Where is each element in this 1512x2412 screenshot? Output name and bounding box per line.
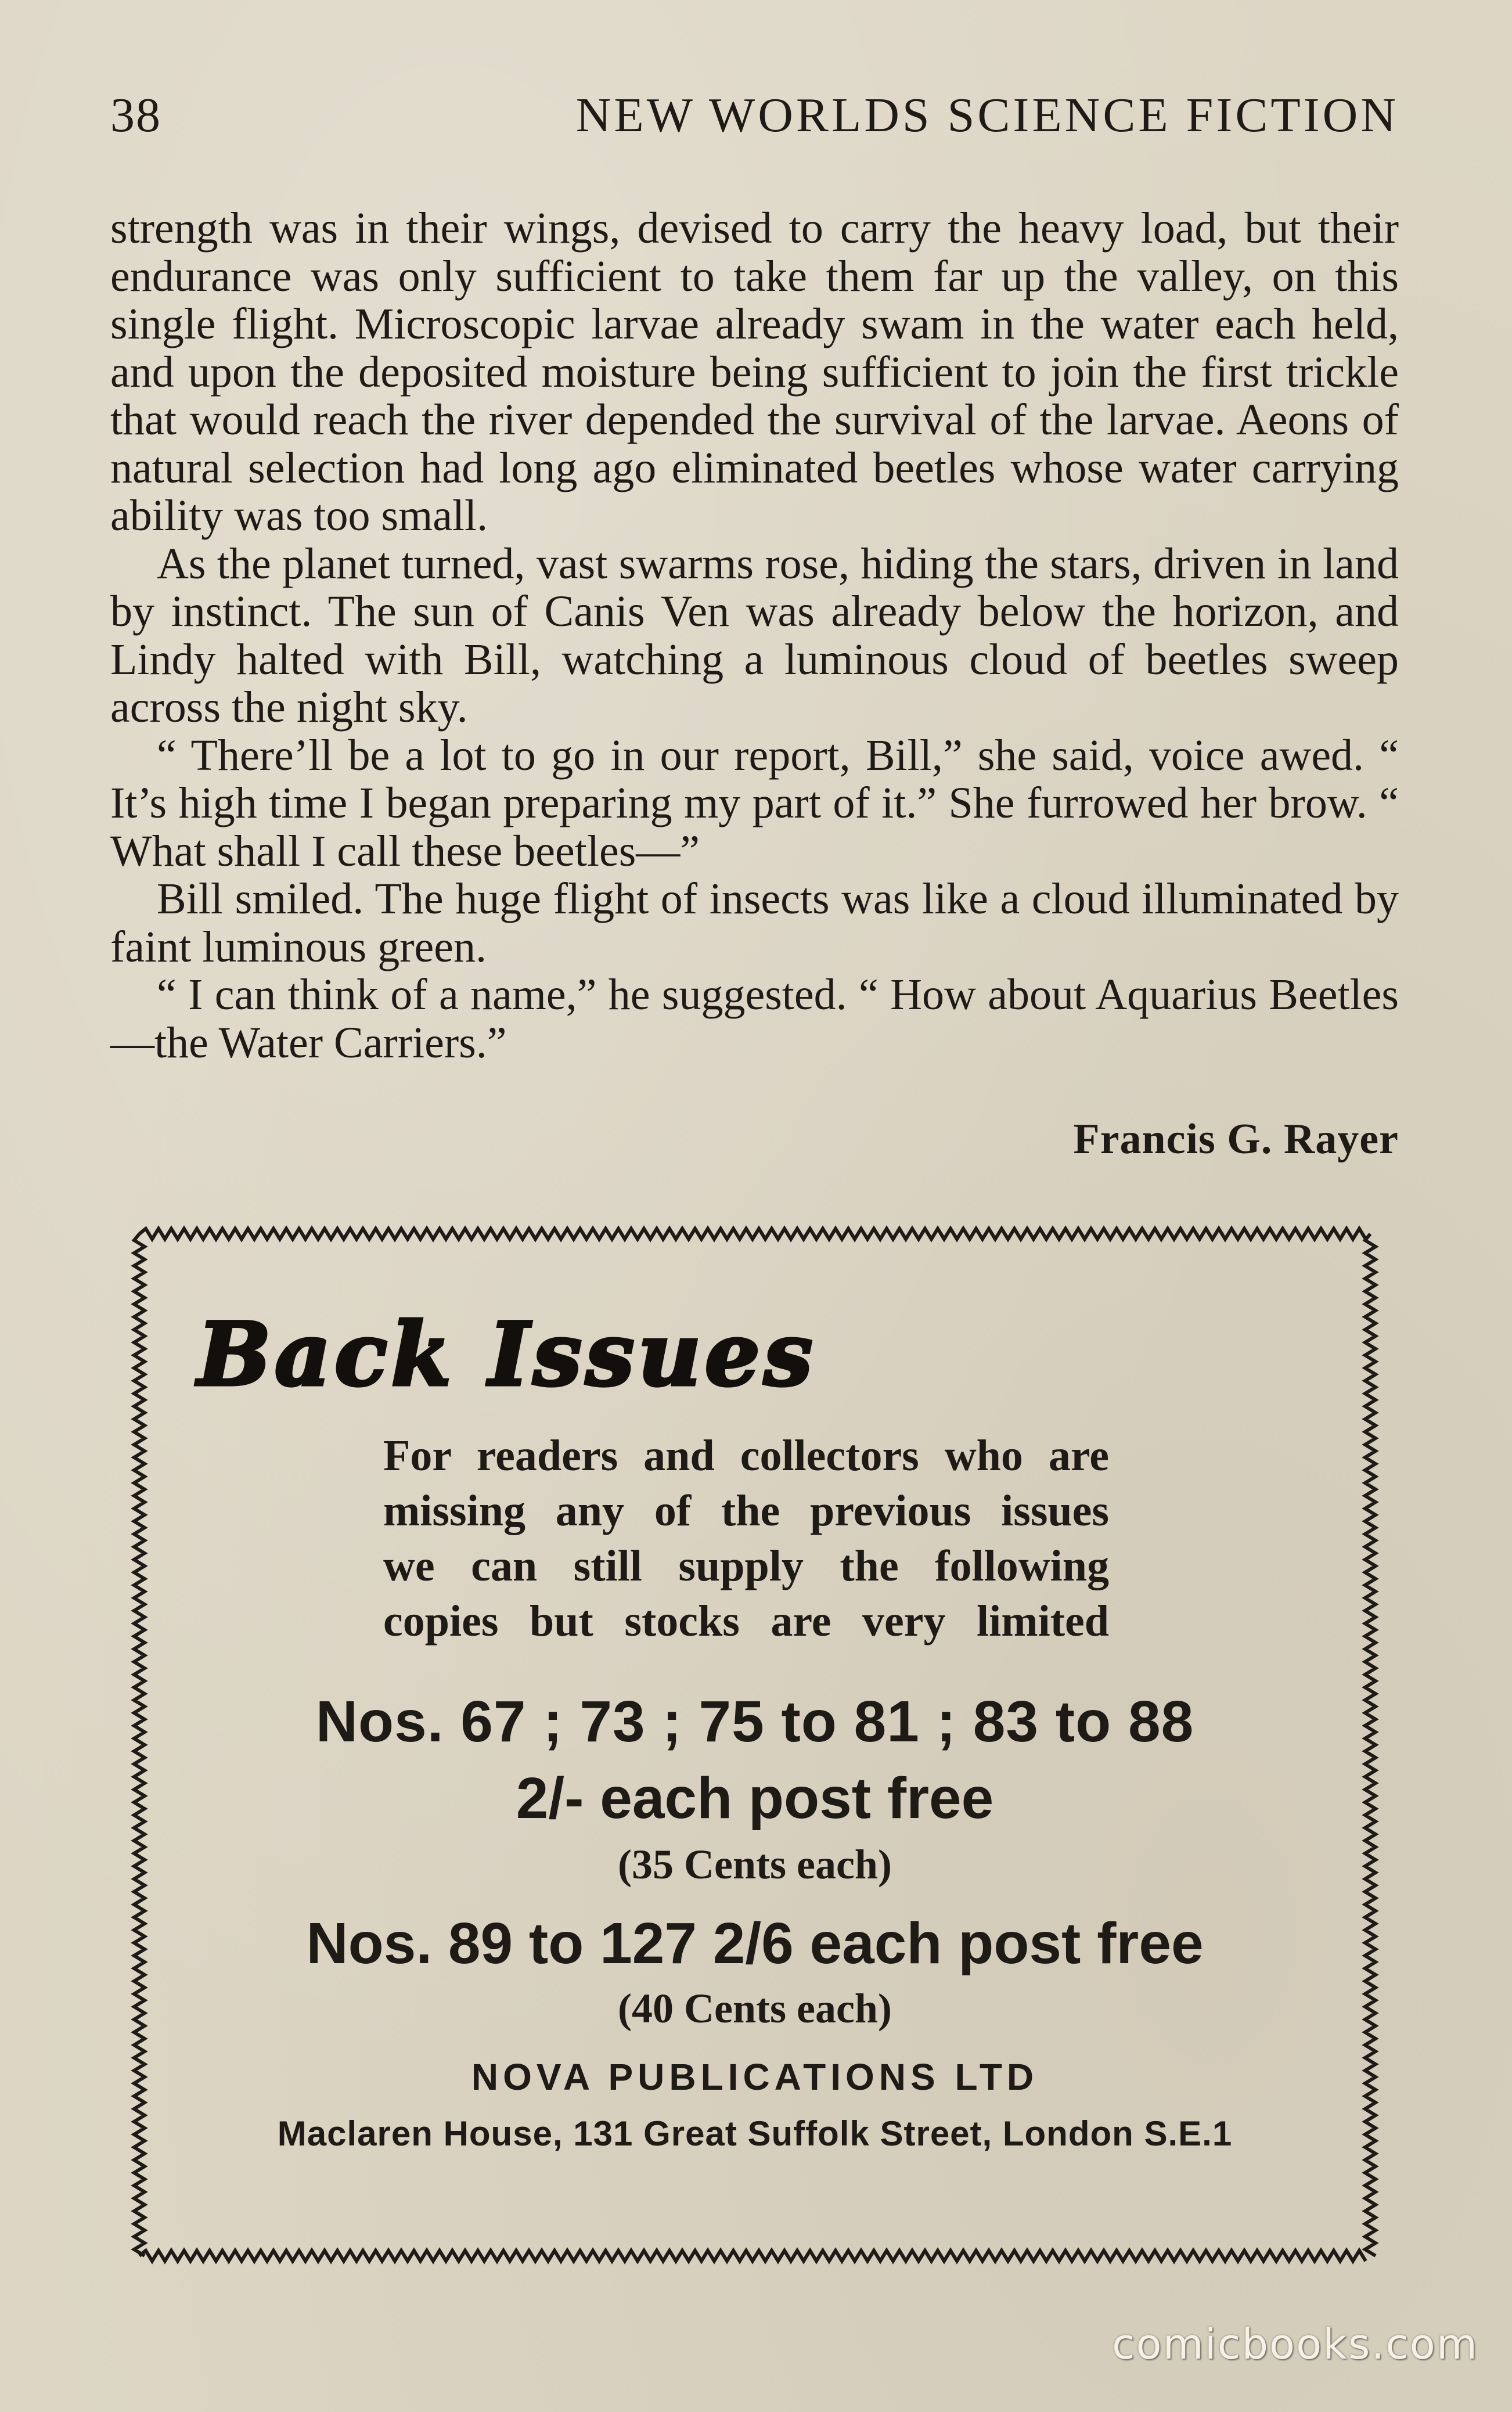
ad-intro-line: we can still supply the following: [383, 1542, 1109, 1590]
ad-intro-line: copies but stocks are very limited: [383, 1597, 1109, 1646]
story-paragraph: As the planet turned, vast swarms rose, hiding the stars, driven in land by instinct. The sun of Canis Ven was already below the horizon, and Lindy halted with Bill, watching a luminous cloud of beetles sweep across the night sky.: [110, 539, 1399, 732]
page-number: 38: [110, 88, 161, 142]
ad-intro-line: For readers and collectors who are: [383, 1431, 1109, 1480]
ad-title: Back Issues: [197, 1304, 816, 1406]
offer-2-cents: (40 Cents each): [618, 1985, 892, 2032]
ad-intro: [383, 1428, 1109, 1649]
ad-intro-line: missing any of the previous issues: [383, 1486, 1109, 1535]
story-paragraph: strength was in their wings, devised to carry the heavy load, but their endurance was only sufficient to take them far up the valley, on this single flight. Microscopic larvae already swam in the water each held, and upon the deposited moisture being sufficient to join the first trickle that would reach the river depended the survival of the larvae. Aeons of natural selection had long ago eliminated beetles whose water carrying ability was too small.: [110, 204, 1399, 540]
story-paragraph: Bill smiled. The huge flight of insects was like a cloud illuminated by faint luminous green.: [110, 874, 1399, 971]
offer-1-issue-numbers: Nos. 67 ; 73 ; 75 to 81 ; 83 to 88: [315, 1689, 1194, 1754]
magazine-title: NEW WORLDS SCIENCE FICTION: [575, 88, 1399, 142]
offer-2: Nos. 89 to 127 2/6 each post free: [306, 1911, 1204, 1976]
offer-1-cents: (35 Cents each): [618, 1841, 892, 1888]
watermark: comicbooks.com: [1111, 2320, 1478, 2368]
story-paragraph: “ I can think of a name,” he suggested. “ How about Aquarius Beetles—the Water Carriers.”: [110, 970, 1399, 1067]
story-paragraph: “ There’ll be a lot to go in our report, Bill,” she said, voice awed. “ It’s high time I began preparing my part of it.” She furrowed her brow. “ What shall I call these beetles—”: [110, 730, 1399, 876]
publisher-name: NOVA PUBLICATIONS LTD: [471, 2056, 1039, 2098]
publisher-address: Maclaren House, 131 Great Suffolk Street, London S.E.1: [277, 2114, 1233, 2153]
offer-1-price: 2/- each post free: [516, 1766, 994, 1831]
running-head: [110, 87, 1399, 151]
author-byline: Francis G. Rayer: [1073, 1115, 1399, 1163]
story-text: [110, 204, 1399, 1067]
